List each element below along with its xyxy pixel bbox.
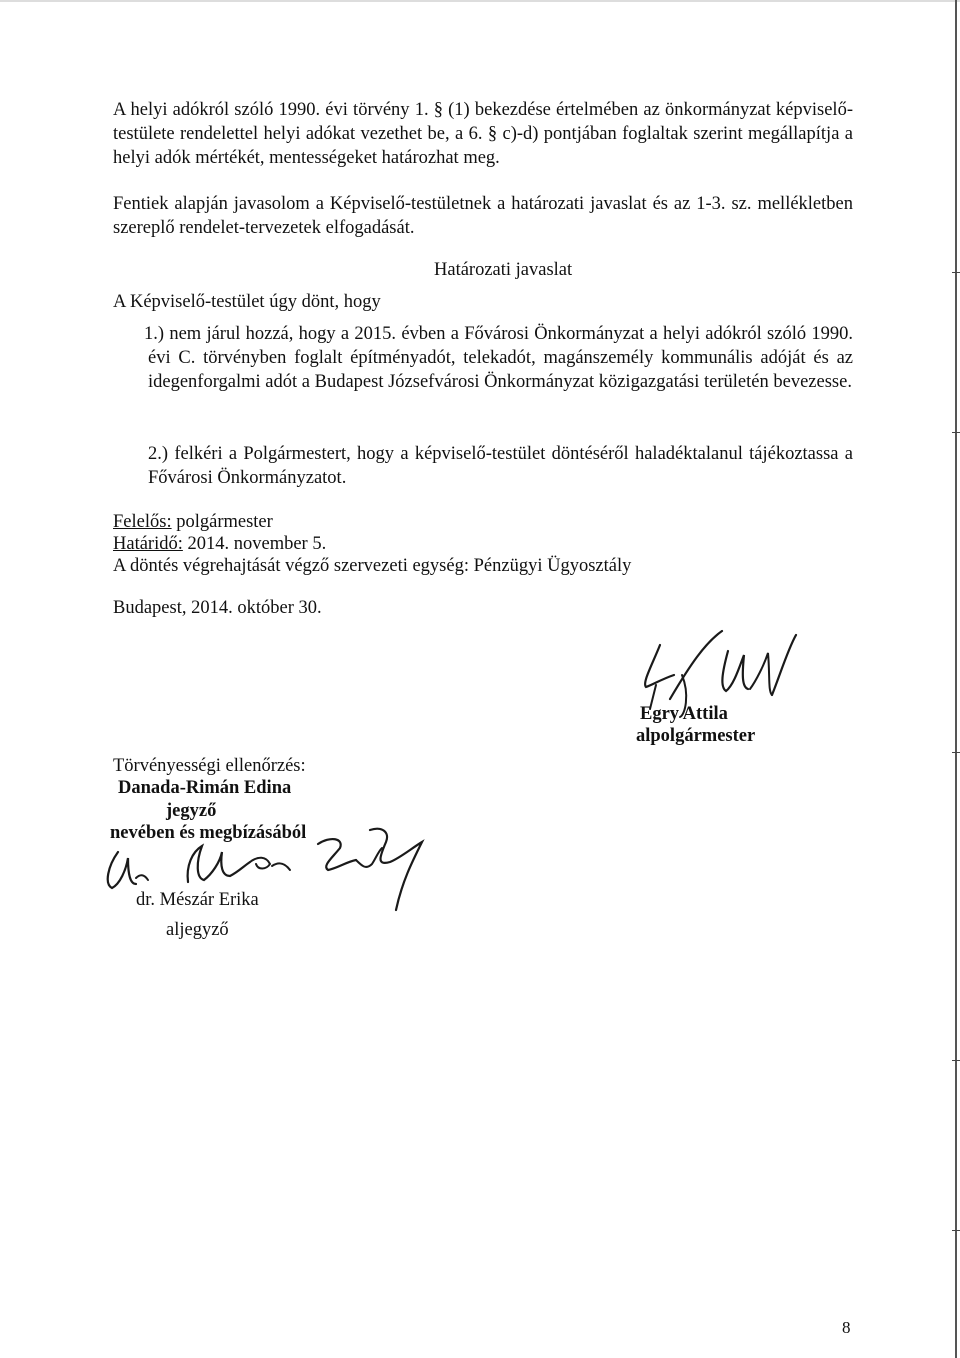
page-number: 8 xyxy=(842,1318,851,1337)
scan-top-edge xyxy=(0,0,960,2)
deadline-label: Határidő: xyxy=(113,534,183,554)
signatory-name: Egry Attila xyxy=(640,704,728,724)
scan-edge-mark xyxy=(952,432,960,433)
responsible-label: Felelős: xyxy=(113,512,172,532)
scan-right-edge xyxy=(955,0,957,1358)
resolution-item-1: 1.) nem járul hozzá, hogy a 2015. évben a Fővárosi Önkormányzat a helyi adókról szóló 1990. évi C. törvényben foglalt építményadót, telekadót, magánszemély kommunális adóját és az idegenforgalmi adót a Budapest Józsefvárosi Önkormányzat közigazgatási területén bevezesse. xyxy=(144,324,853,392)
scan-edge-mark xyxy=(952,752,960,753)
resolution-lead: A Képviselő-testület úgy dönt, hogy xyxy=(113,292,381,312)
responsible-line xyxy=(113,510,273,534)
signatory-title: alpolgármester xyxy=(636,726,756,746)
place-date: Budapest, 2014. október 30. xyxy=(113,598,322,618)
scan-edge-mark xyxy=(952,272,960,273)
intro-paragraph-2: Fentiek alapján javasolom a Képviselő-testületnek a határozati javaslat és az 1-3. sz. mellékletben szereplő rendelet-tervezetek elfogadását. xyxy=(113,194,853,238)
on-behalf-text: nevében és megbízásából xyxy=(110,823,307,843)
intro-paragraph-1: A helyi adókról szóló 1990. évi törvény 1. § (1) bekezdése értelmében az önkormányzat képviselő-testülete rendelettel helyi adókat vezethet be, a 6. § c)-d) pontjában foglaltak szerint megállapítja a helyi adók mértékét, mentességeket határozhat meg. xyxy=(113,100,853,168)
scan-edge-mark xyxy=(952,1060,960,1061)
scan-edge-mark xyxy=(952,1230,960,1231)
notary-title: jegyző xyxy=(166,801,217,821)
deputy-notary-name: dr. Mészár Erika xyxy=(136,890,259,910)
resolution-heading: Határozati javaslat xyxy=(434,260,573,280)
resolution-item-2: 2.) felkéri a Polgármestert, hogy a képviselő-testület döntéséről haladéktalanul tájékoztassa a Fővárosi Önkormányzatot. xyxy=(148,444,853,488)
deadline-line xyxy=(113,532,326,556)
notary-name: Danada-Rimán Edina xyxy=(118,778,292,798)
responsible-value: polgármester xyxy=(171,512,273,532)
legal-check-label: Törvényességi ellenőrzés: xyxy=(113,756,306,776)
executing-unit: A döntés végrehajtását végző szervezeti egység: Pénzügyi Ügyosztály xyxy=(113,556,632,576)
deadline-value: 2014. november 5. xyxy=(182,534,327,554)
deputy-notary-title: aljegyző xyxy=(166,920,229,940)
